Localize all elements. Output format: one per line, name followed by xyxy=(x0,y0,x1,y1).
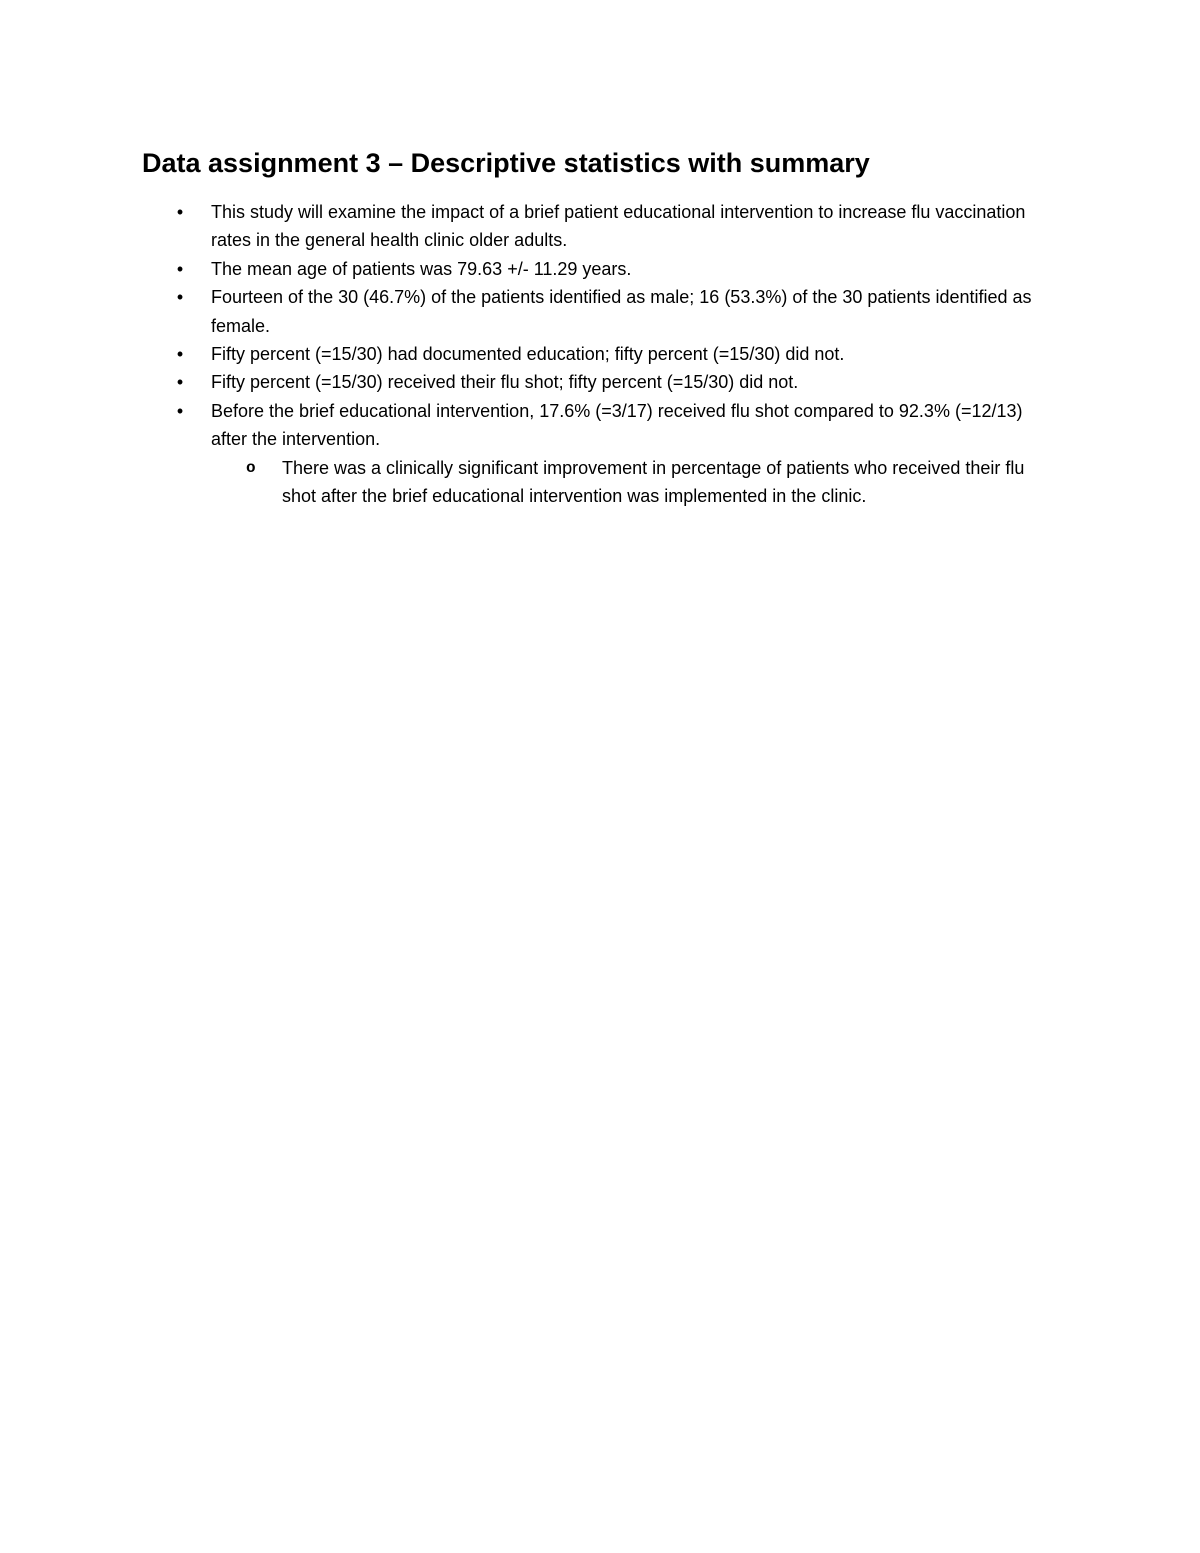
bullet-icon: • xyxy=(176,372,184,393)
list-item xyxy=(0,340,1051,368)
sub-list-item-text: There was a clinically significant improvement in percentage of patients who received their flu shot after the brief educational intervention was implemented in the clinic. xyxy=(282,457,1025,507)
page-title: Data assignment 3 – Descriptive statistics with summary xyxy=(142,148,870,178)
list-item xyxy=(0,255,1051,283)
list-item xyxy=(0,283,1051,340)
bullet-icon: • xyxy=(176,344,184,365)
list-item-text: Before the brief educational intervention, 17.6% (=3/17) received flu shot compared to 92.3% (=12/13) after the intervention. xyxy=(211,400,1023,450)
list-item xyxy=(0,198,1051,255)
bullet-icon: • xyxy=(176,202,184,222)
list-item-text: Fifty percent (=15/30) had documented education; fifty percent (=15/30) did not. xyxy=(211,344,845,365)
list-item-text: This study will examine the impact of a brief patient educational intervention to increase flu vaccination rates in the general health clinic older adults. xyxy=(211,202,1026,251)
list-item-text: The mean age of patients was 79.63 +/- 11.29 years. xyxy=(211,258,632,279)
list-item xyxy=(0,368,1051,396)
list-item-text: Fifty percent (=15/30) received their flu shot; fifty percent (=15/30) did not. xyxy=(211,372,799,393)
bullet-icon: • xyxy=(176,258,184,279)
list-item-text: Fourteen of the 30 (46.7%) of the patients identified as male; 16 (53.3%) of the 30 patients identified as female. xyxy=(211,287,1032,336)
sub-bullet-list xyxy=(211,454,1051,511)
bullet-icon: • xyxy=(176,400,184,421)
list-item xyxy=(0,397,1051,511)
bullet-icon: • xyxy=(176,287,184,308)
bullet-list xyxy=(0,198,1200,510)
circle-bullet-icon: o xyxy=(246,458,256,477)
sub-list-item xyxy=(0,454,1042,511)
